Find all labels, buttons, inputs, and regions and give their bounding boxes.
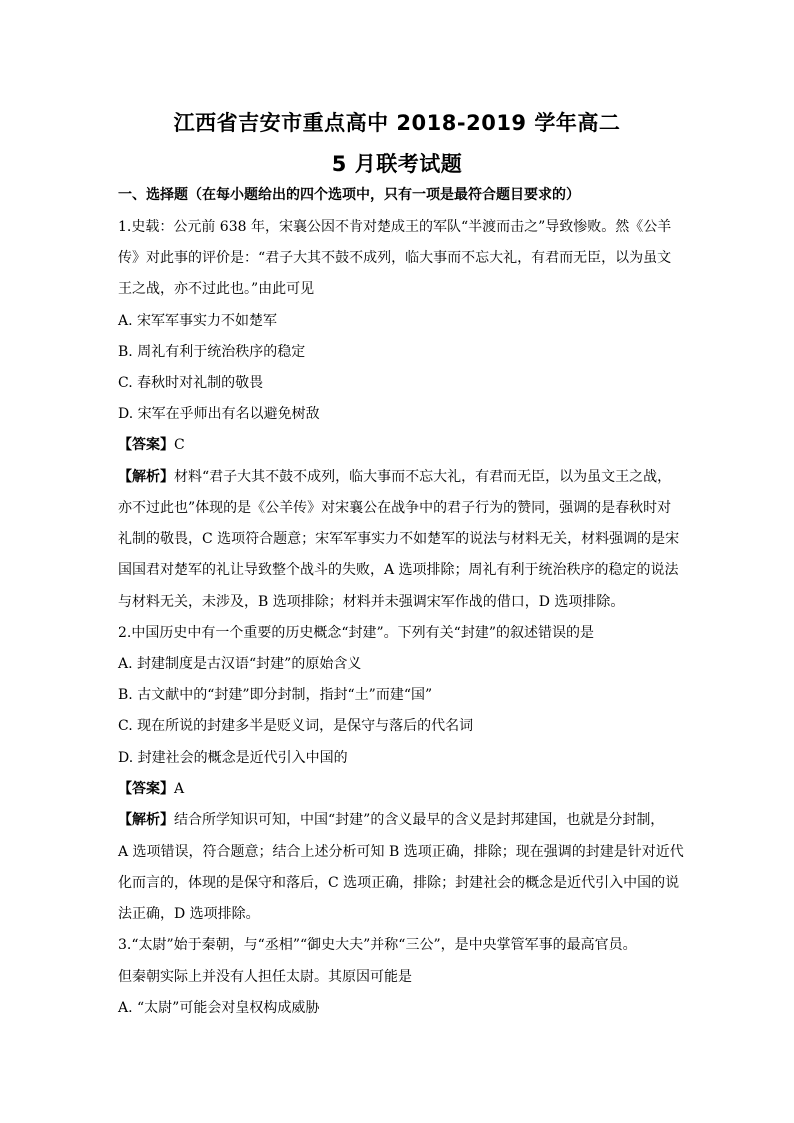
q2-option-c: C. 现在所说的封建多半是贬义词，是保守与落后的代名词 [118, 718, 474, 734]
q1-answer [118, 436, 684, 454]
analysis-label: 【解析】 [118, 812, 174, 828]
section-heading: 一、选择题（在每小题给出的四个选项中，只有一项是最符合题目要求的） [118, 187, 580, 203]
answer-value: C [174, 437, 185, 453]
analysis-text: 结合所学知识可知，中国“封建”的含义最早的含义是封邦建国，也就是分封制， [174, 812, 665, 828]
q1-option-a: A. 宋军军事实力不如楚军 [118, 313, 278, 329]
analysis-text: 材料“君子大其不鼓不成列，临大事而不忘大礼，有君而无臣，以为虽文王之战， [174, 469, 672, 485]
q2-analysis-line-2: A 选项错误，符合题意；结合上述分析可知 B 选项正确，排除；现在强调的封建是针对近代 [118, 844, 684, 860]
q2-analysis-line-1 [118, 811, 684, 829]
q1-analysis-line-1 [118, 468, 684, 486]
q1-option-c: C. 春秋时对礼制的敬畏 [118, 375, 264, 391]
document-title-line-2: 5 月联考试题 [331, 152, 463, 176]
q1-analysis-line-2: 亦不过此也”体现的是《公羊传》对宋襄公在战争中的君子行为的赞同，强调的是春秋时对 [118, 500, 672, 516]
q3-stem-line-2: 但秦朝实际上并没有人担任太尉。其原因可能是 [118, 969, 412, 985]
q1-stem-line-3: 王之战，亦不过此也。”由此可见 [118, 281, 315, 297]
q2-option-b: B. 古文献中的“封建”即分封制，指封“土”而建“国” [118, 687, 433, 703]
q2-analysis-line-3: 化而言的，体现的是保守和落后，C 选项正确，排除；封建社会的概念是近代引入中国的说 [118, 875, 680, 891]
q1-option-b: B. 周礼有利于统治秩序的稳定 [118, 344, 306, 360]
answer-label: 【答案】 [118, 437, 174, 453]
q1-stem-line-1: 1.史载：公元前 638 年，宋襄公因不肯对楚成王的军队“半渡而击之”导致惨败。然《公羊 [118, 219, 672, 235]
q3-option-a: A. “太尉”可能会对皇权构成威胁 [118, 1000, 320, 1016]
q2-answer [118, 780, 684, 798]
q3-stem-line-1: 3.“太尉”始于秦朝，与“丞相”“御史大夫”并称“三公”，是中央掌管军事的最高官员。 [118, 937, 637, 953]
answer-label: 【答案】 [118, 781, 174, 797]
q1-option-d: D. 宋军在乎师出有名以避免树敌 [118, 406, 320, 422]
analysis-label: 【解析】 [118, 469, 174, 485]
q2-stem: 2.中国历史中有一个重要的历史概念“封建”。下列有关“封建”的叙述错误的是 [118, 625, 594, 641]
q2-option-a: A. 封建制度是古汉语“封建”的原始含义 [118, 656, 362, 672]
q1-analysis-line-4: 国国君对楚军的礼让导致整个战斗的失败，A 选项排除；周礼有利于统治秩序的稳定的说法 [118, 562, 679, 578]
q1-stem-line-2: 传》对此事的评价是：“君子大其不鼓不成列，临大事而不忘大礼，有君而无臣，以为虽文 [118, 250, 672, 266]
q1-analysis-line-3: 礼制的敬畏，C 选项符合题意；宋军军事实力不如楚军的说法与材料无关，材料强调的是宋 [118, 531, 680, 547]
q2-analysis-line-4: 法正确，D 选项排除。 [118, 906, 260, 922]
q1-analysis-line-5: 与材料无关，未涉及，B 选项排除；材料并未强调宋军作战的借口，D 选项排除。 [118, 594, 625, 610]
document-title-line-1: 江西省吉安市重点高中 2018-2019 学年高二 [173, 111, 621, 135]
q2-option-d: D. 封建社会的概念是近代引入中国的 [118, 750, 348, 766]
answer-value: A [174, 781, 185, 797]
